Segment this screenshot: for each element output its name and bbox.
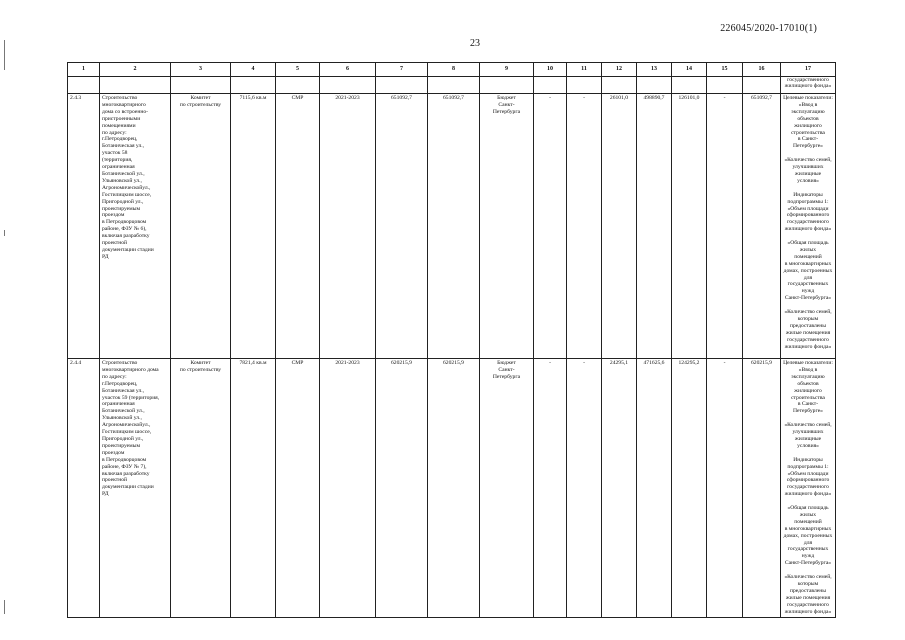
cell-col10: -: [534, 359, 567, 618]
executor: Комитет по строительству: [171, 359, 231, 618]
column-header: 3: [171, 63, 231, 77]
table-row: [68, 94, 836, 359]
scan-edge-mark: [4, 600, 5, 614]
cell-col16: 651092,7: [743, 94, 781, 359]
object-name: Строительство многоквартирного дома со встроенно- пристроенными помещениями по адресу: г.Петродворец, Ботаническая ул., участок 58 (территория, ограниченная Ботанической ул., Ульяновской ул., Агрономическойул., Гостилицким шоссе, Пригородной ул., проектируемым проездом в Петродворцовом районе, ФЗУ № 6), включая разработку проектной документации стадии РД: [100, 94, 171, 359]
executor: Комитет по строительству: [171, 94, 231, 359]
column-header: 17: [781, 63, 836, 77]
cell-col15: -: [707, 94, 743, 359]
cell-col10: -: [534, 94, 567, 359]
document-id: 226045/2020-17010(1): [720, 23, 817, 34]
cell-col13: 498890,7: [637, 94, 672, 359]
column-header: 9: [480, 63, 534, 77]
table-header-row: [68, 63, 836, 77]
column-header: 5: [276, 63, 320, 77]
capacity: 7821,4 кв.м: [231, 359, 276, 618]
cell-col11: -: [567, 94, 602, 359]
scan-edge-mark: [4, 230, 5, 236]
column-header: 10: [534, 63, 567, 77]
column-header: 1: [68, 63, 100, 77]
program-table: [67, 62, 836, 618]
work-type: СМР: [276, 94, 320, 359]
target-indicators: Целевые показатели: «Ввод в эксплуатацию объектов жилищного строительства в Санкт-Петербурге» «Количество семей, улучшивших жилищные условия» Индикаторы подпрограммы 1: «Объем площади сформированного государственного жилищного фонда» «Общая площадь жилых помещений в многоквартирных домах, построенных для государственных нужд Санкт-Петербурга» «Количество семей, которым предоставлены жилые помещения государственного жилищного фонда»: [781, 94, 836, 359]
column-header: 15: [707, 63, 743, 77]
continuation-row: [68, 77, 836, 94]
scan-edge-mark: [4, 40, 5, 70]
item-number: 2.4.4: [68, 359, 100, 618]
column-header: 4: [231, 63, 276, 77]
column-header: 14: [672, 63, 707, 77]
column-header: 8: [428, 63, 480, 77]
column-header: 12: [602, 63, 637, 77]
column-header: 2: [100, 63, 171, 77]
table-row: [68, 359, 836, 618]
cell-col14: 126101,0: [672, 94, 707, 359]
column-header: 6: [320, 63, 376, 77]
cell-col12: 24295,1: [602, 359, 637, 618]
item-number: 2.4.3: [68, 94, 100, 359]
period: 2021-2023: [320, 359, 376, 618]
cost-remaining: 620215,9: [428, 359, 480, 618]
cell-col16: 620215,9: [743, 359, 781, 618]
object-name: Строительство многоквартирного дома по адресу: г.Петродворец, Ботаническая ул., участок 59 (территория, ограниченная Ботанической ул., Ульяновской ул., Агрономическойул., Гостилицким шоссе, Пригородной ул., проектируемым проездом в Петродворцовом районе, ФЗУ № 7), включая разработку проектной документации стадии РД: [100, 359, 171, 618]
work-type: СМР: [276, 359, 320, 618]
column-header: 11: [567, 63, 602, 77]
cell-col15: -: [707, 359, 743, 618]
column-header: 13: [637, 63, 672, 77]
column-header: 7: [376, 63, 428, 77]
column-header: 16: [743, 63, 781, 77]
continuation-goals: государственного жилищного фонда»: [781, 77, 836, 94]
cell-col12: 26101,0: [602, 94, 637, 359]
cost-total: 651092,7: [376, 94, 428, 359]
period: 2021-2023: [320, 94, 376, 359]
cost-total: 620215,9: [376, 359, 428, 618]
target-indicators: Целевые показатели: «Ввод в эксплуатацию объектов жилищного строительства в Санкт-Петербурге» «Количество семей, улучшивших жилищные условия» Индикаторы подпрограммы 1: «Объем площади сформированного государственного жилищного фонда» «Общая площадь жилых помещений в многоквартирных домах, построенных для государственных нужд Санкт-Петербурга» «Количество семей, которым предоставлены жилые помещения государственного жилищного фонда»: [781, 359, 836, 618]
capacity: 7115,6 кв.м: [231, 94, 276, 359]
funding-source: Бюджет Санкт- Петербурга: [480, 94, 534, 359]
cell-col14: 124295,2: [672, 359, 707, 618]
program-table-container: [67, 62, 836, 618]
cell-col11: -: [567, 359, 602, 618]
funding-source: Бюджет Санкт- Петербурга: [480, 359, 534, 618]
page-number: 23: [470, 38, 480, 49]
cost-remaining: 651092,7: [428, 94, 480, 359]
cell-col13: 471625,6: [637, 359, 672, 618]
